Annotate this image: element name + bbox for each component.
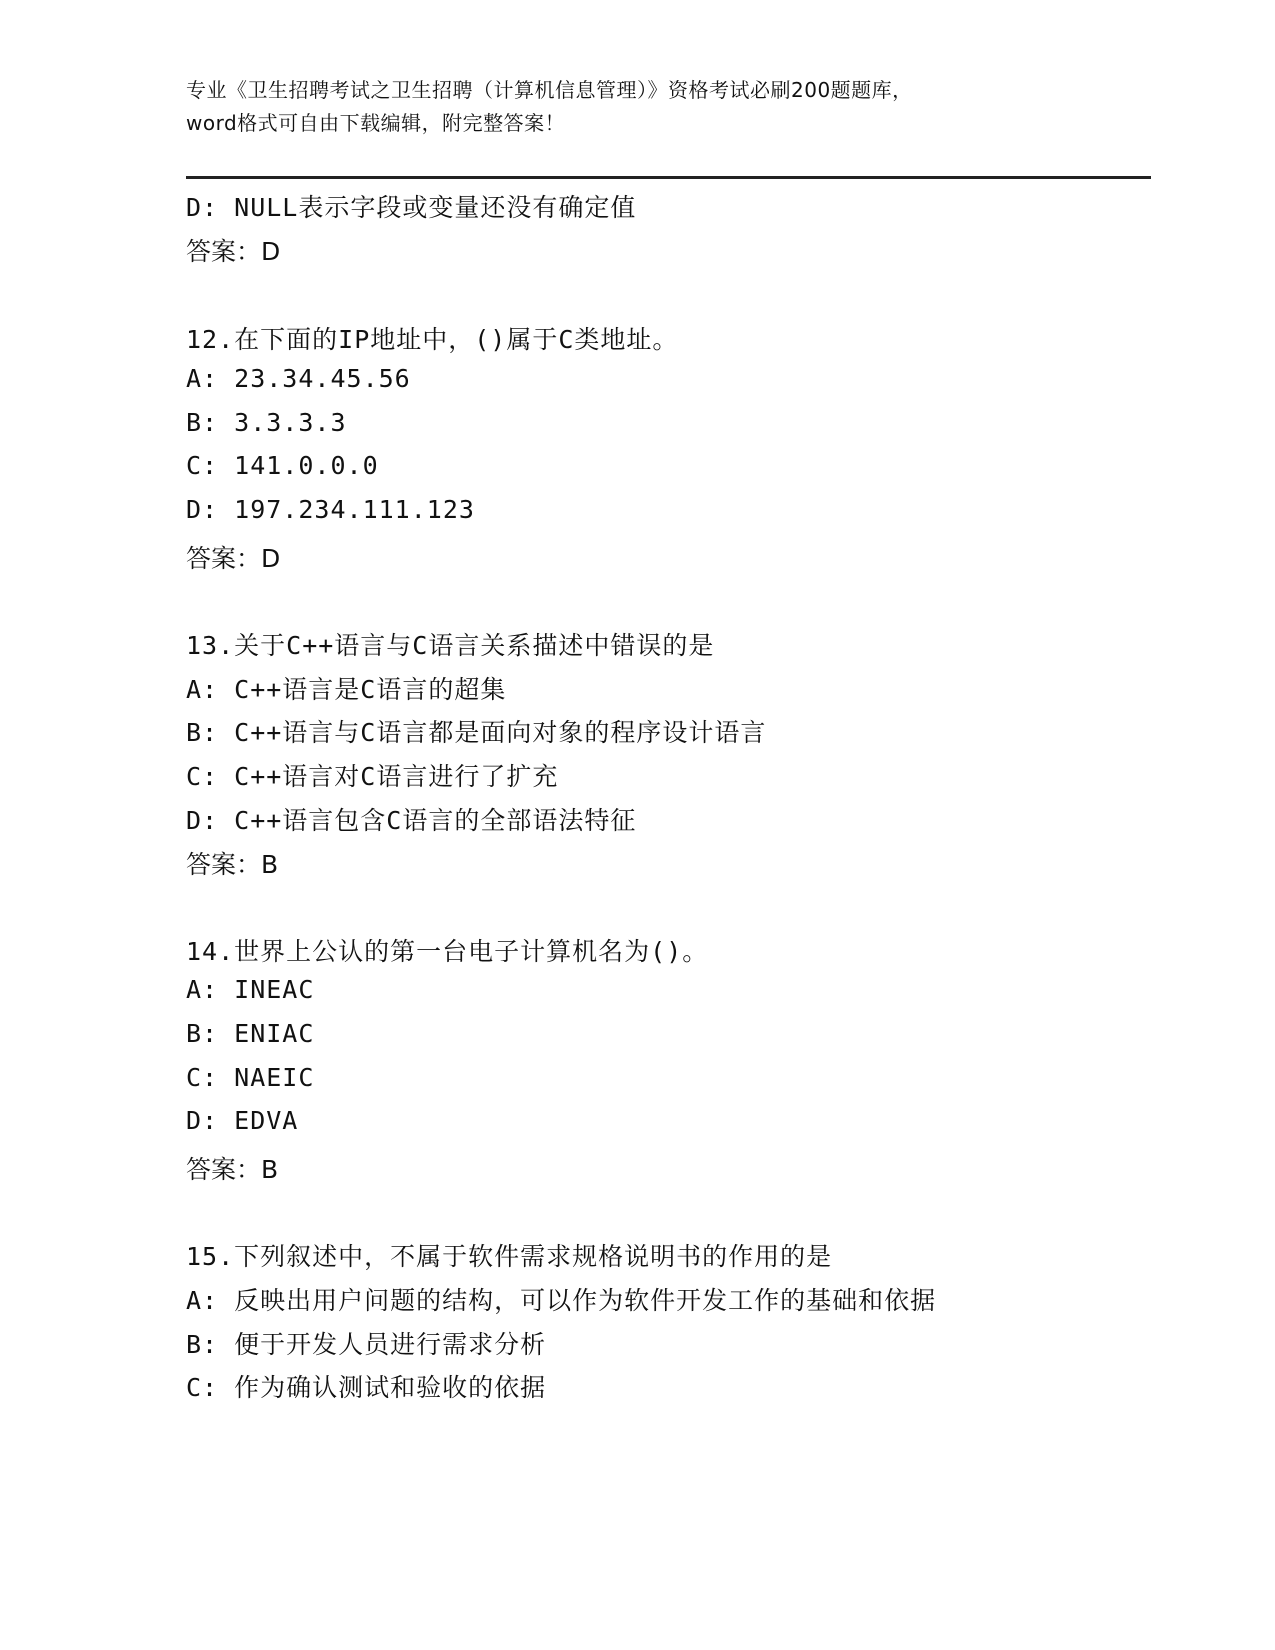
q14-option-c: C: NAEIC: [186, 1063, 315, 1092]
q13-option-a: A: C++语言是C语言的超集: [186, 675, 507, 704]
q12-option-a: A: 23.34.45.56: [186, 364, 411, 393]
q12-stem: 12.在下面的IP地址中，()属于C类地址。: [186, 325, 679, 354]
q12-answer: 答案：D: [186, 544, 281, 573]
q15-option-c: C: 作为确认测试和验收的依据: [186, 1373, 547, 1402]
q15-option-a: A: 反映出用户问题的结构，可以作为软件开发工作的基础和依据: [186, 1286, 937, 1315]
header-divider: [186, 176, 1151, 179]
prev-answer: 答案：D: [186, 237, 281, 266]
q12-option-d: D: 197.234.111.123: [186, 495, 475, 524]
q14-option-a: A: INEAC: [186, 975, 315, 1004]
q14-stem: 14.世界上公认的第一台电子计算机名为()。: [186, 937, 709, 966]
q14-answer: 答案：B: [186, 1155, 279, 1184]
q13-stem: 13.关于C++语言与C语言关系描述中错误的是: [186, 631, 715, 660]
q14-option-b: B: ENIAC: [186, 1019, 315, 1048]
q12-option-b: B: 3.3.3.3: [186, 408, 347, 437]
q13-option-d: D: C++语言包含C语言的全部语法特征: [186, 806, 637, 835]
q13-option-b: B: C++语言与C语言都是面向对象的程序设计语言: [186, 718, 767, 747]
q15-option-b: B: 便于开发人员进行需求分析: [186, 1330, 547, 1359]
q13-answer: 答案：B: [186, 850, 279, 879]
q15-stem: 15.下列叙述中，不属于软件需求规格说明书的作用的是: [186, 1242, 833, 1271]
header-line-1: 专业《卫生招聘考试之卫生招聘（计算机信息管理）》资格考试必刷200题题库，: [186, 78, 913, 102]
q12-option-c: C: 141.0.0.0: [186, 451, 379, 480]
q13-option-c: C: C++语言对C语言进行了扩充: [186, 762, 559, 791]
header-line-2: word格式可自由下载编辑，附完整答案！: [186, 111, 566, 135]
document-header: [186, 74, 1086, 140]
q14-option-d: D: EDVA: [186, 1106, 299, 1135]
prev-option-d: D: NULL表示字段或变量还没有确定值: [186, 193, 637, 222]
